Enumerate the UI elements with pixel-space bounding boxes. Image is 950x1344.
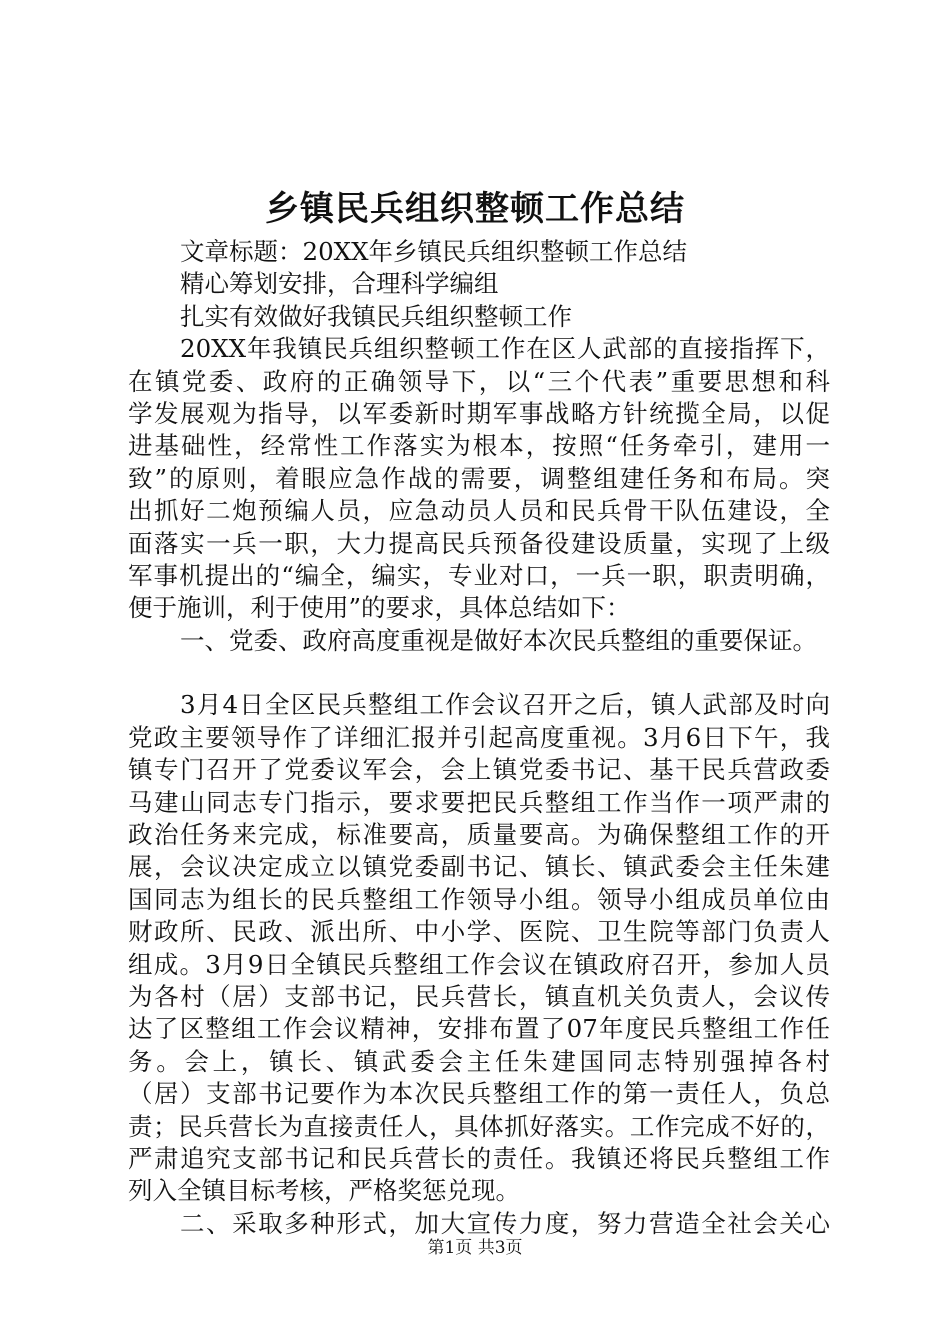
text-line: 财政所、民政、派出所、中小学、医院、卫生院等部门负责人 xyxy=(128,917,830,947)
text-line: 进基础性，经常性工作落实为根本，按照“任务牵引，建用一 xyxy=(128,431,830,461)
page-number-footer: 第1页 共3页 xyxy=(427,1238,523,1258)
text-line: 面落实一兵一职，大力提高民兵预备役建设质量，实现了上级 xyxy=(128,528,830,558)
text-line: 在镇党委、政府的正确领导下，以“三个代表”重要思想和科 xyxy=(128,366,830,396)
text-line: 国同志为组长的民兵整组工作领导小组。领导小组成员单位由 xyxy=(128,884,830,914)
text-line: 精心筹划安排，合理科学编组 xyxy=(180,269,499,299)
text-line: 扎实有效做好我镇民兵组织整顿工作 xyxy=(180,301,572,331)
text-line: 组成。3月9日全镇民兵整组工作会议在镇政府召开，参加人员 xyxy=(128,949,830,979)
document-title: 乡镇民兵组织整顿工作总结 xyxy=(265,189,685,229)
text-line: 责；民兵营长为直接责任人，具体抓好落实。工作完成不好的， xyxy=(128,1111,830,1141)
text-line: 致”的原则，着眼应急作战的需要，调整组建任务和布局。突 xyxy=(128,463,830,493)
text-line: 马建山同志专门指示，要求要把民兵整组工作当作一项严肃的 xyxy=(128,787,830,817)
text-line: 列入全镇目标考核，严格奖惩兑现。 xyxy=(128,1176,520,1206)
text-line: 为各村（居）支部书记，民兵营长，镇直机关负责人，会议传 xyxy=(128,981,830,1011)
text-line: （居）支部书记要作为本次民兵整组工作的第一责任人，负总 xyxy=(128,1079,830,1109)
text-line: 二、采取多种形式，加大宣传力度，努力营造全社会关心 xyxy=(180,1208,830,1238)
document-body xyxy=(128,236,830,1240)
text-line: 达了区整组工作会议精神，安排布置了07年度民兵整组工作任 xyxy=(128,1014,830,1044)
text-line: 展，会议决定成立以镇党委副书记、镇长、镇武委会主任朱建 xyxy=(128,852,830,882)
text-line: 出抓好二炮预编人员，应急动员人员和民兵骨干队伍建设，全 xyxy=(128,496,830,526)
text-line: 政治任务来完成，标准要高，质量要高。为确保整组工作的开 xyxy=(128,820,830,850)
text-line: 严肃追究支部书记和民兵营长的责任。我镇还将民兵整组工作 xyxy=(128,1143,830,1173)
text-line: 军事机提出的“编全，编实，专业对口，一兵一职，职责明确， xyxy=(128,560,830,590)
text-line: 文章标题：20XX年乡镇民兵组织整顿工作总结 xyxy=(180,237,688,266)
text-line: 党政主要领导作了详细汇报并引起高度重视。3月6日下午，我 xyxy=(128,722,830,752)
text-line: 镇专门召开了党委议军会，会上镇党委书记、基干民兵营政委 xyxy=(128,755,830,785)
text-line: 一、党委、政府高度重视是做好本次民兵整组的重要保证。 xyxy=(180,625,817,655)
text-line: 20XX年我镇民兵组织整顿工作在区人武部的直接指挥下， xyxy=(180,334,830,364)
blank-line xyxy=(128,657,830,689)
text-line: 务。会上，镇长、镇武委会主任朱建国同志特别强掉各村 xyxy=(128,1046,830,1076)
text-line: 学发展观为指导，以军委新时期军事战略方针统揽全局，以促 xyxy=(128,398,830,428)
text-line: 3月4日全区民兵整组工作会议召开之后，镇人武部及时向 xyxy=(180,690,830,720)
text-line: 便于施训，利于使用”的要求，具体总结如下： xyxy=(128,593,631,623)
